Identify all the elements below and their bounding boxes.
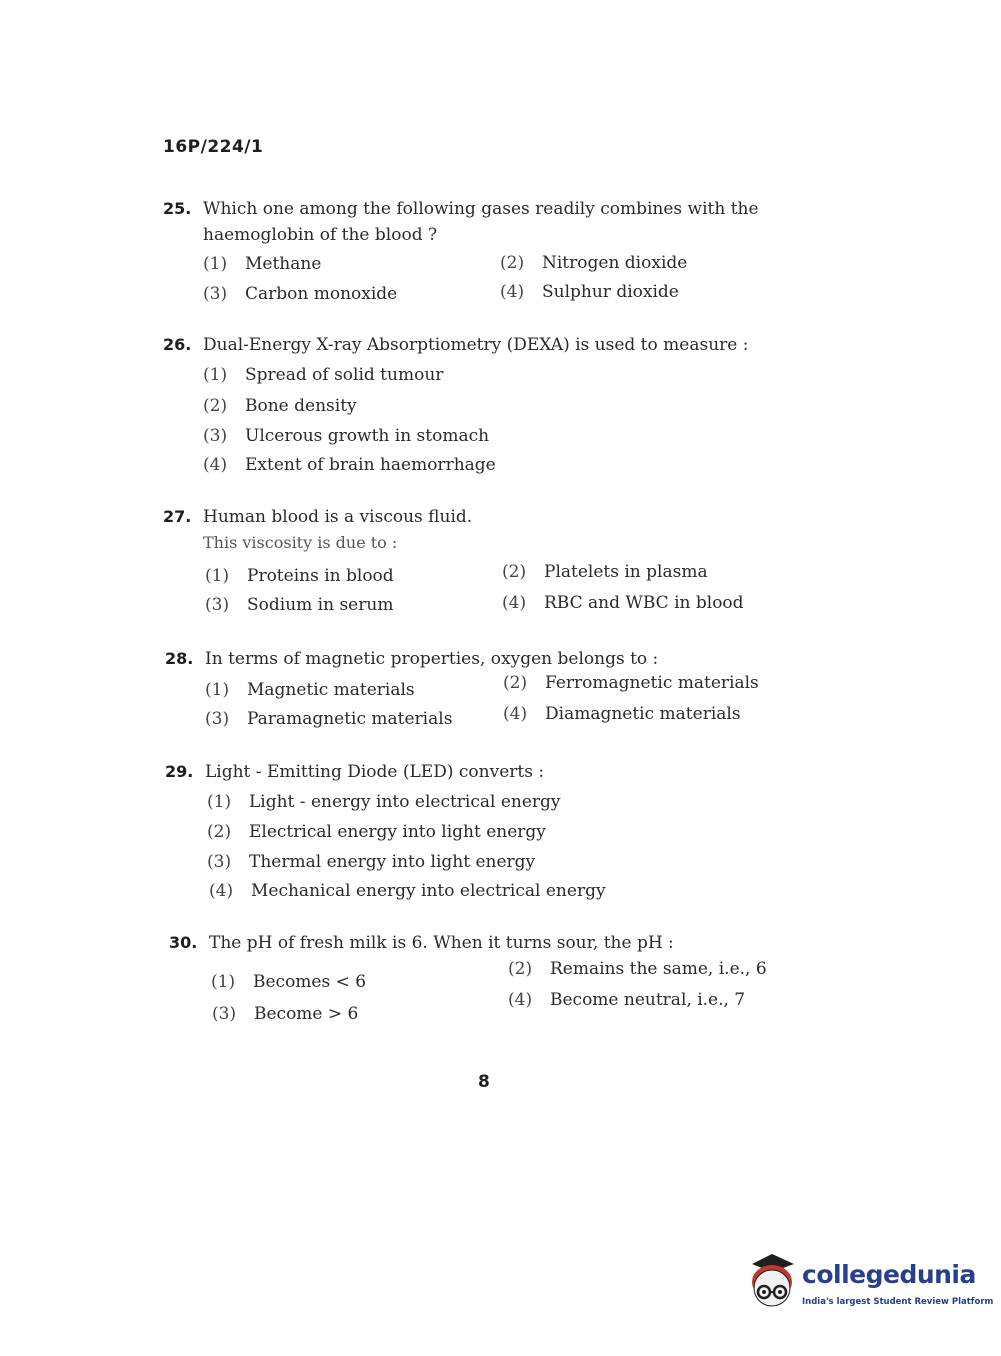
question-number: 30.: [169, 933, 198, 952]
page-code: 16P/224/1: [163, 137, 264, 157]
question-30: [169, 930, 809, 956]
option: (3) Paramagnetic materials: [205, 709, 453, 729]
mascot-icon: [742, 1252, 800, 1314]
question-27: [163, 504, 803, 556]
option: (2) Nitrogen dioxide: [500, 253, 688, 273]
question-number: 27.: [163, 507, 192, 526]
question-text: Light - Emitting Diode (LED) converts :: [205, 762, 545, 782]
option: (4) Become neutral, i.e., 7: [508, 990, 746, 1010]
question-subtext: This viscosity is due to :: [203, 533, 398, 552]
logo-wordmark: collegedunia: [802, 1260, 976, 1289]
option: (3) Sodium in serum: [205, 595, 394, 615]
option: (4) Mechanical energy into electrical energy: [209, 881, 606, 901]
option: (2) Remains the same, i.e., 6: [508, 959, 767, 979]
option: (1) Becomes < 6: [211, 972, 367, 992]
question-number: 28.: [165, 649, 194, 668]
option: (1) Light - energy into electrical energy: [207, 792, 561, 812]
option: (2) Ferromagnetic materials: [503, 673, 759, 693]
option: (1) Magnetic materials: [205, 680, 415, 700]
option: (3) Ulcerous growth in stomach: [203, 426, 490, 446]
option: (3) Thermal energy into light energy: [207, 852, 536, 872]
option: (2) Bone density: [203, 396, 357, 416]
question-29: [165, 759, 805, 785]
option: (4) RBC and WBC in blood: [502, 593, 744, 613]
option: (3) Become > 6: [212, 1004, 359, 1024]
option: (1) Proteins in blood: [205, 566, 394, 586]
question-number: 29.: [165, 762, 194, 781]
question-text: In terms of magnetic properties, oxygen belongs to :: [205, 649, 659, 669]
question-28: [165, 646, 805, 672]
option: (3) Carbon monoxide: [203, 284, 398, 304]
page-number: 8: [478, 1072, 490, 1092]
question-number: 26.: [163, 335, 192, 354]
option: (2) Electrical energy into light energy: [207, 822, 546, 842]
question-text: Which one among the following gases readily combines with the haemoglobin of the blood ?: [203, 199, 759, 245]
question-text: The pH of fresh milk is 6. When it turns sour, the pH :: [209, 933, 674, 953]
option: (4) Sulphur dioxide: [500, 282, 679, 302]
question-26: [163, 332, 803, 358]
question-text: Human blood is a viscous fluid.: [203, 507, 473, 527]
question-number: 25.: [163, 199, 192, 218]
option: (2) Platelets in plasma: [502, 562, 708, 582]
logo-tagline: India's largest Student Review Platform: [802, 1297, 994, 1307]
option: (4) Diamagnetic materials: [503, 704, 741, 724]
option: (4) Extent of brain haemorrhage: [203, 455, 496, 475]
collegedunia-logo: [742, 1252, 994, 1322]
option: (1) Spread of solid tumour: [203, 365, 444, 385]
question-text: Dual-Energy X-ray Absorptiometry (DEXA) is used to measure :: [203, 335, 749, 355]
question-25: [163, 196, 803, 248]
option: (1) Methane: [203, 254, 322, 274]
